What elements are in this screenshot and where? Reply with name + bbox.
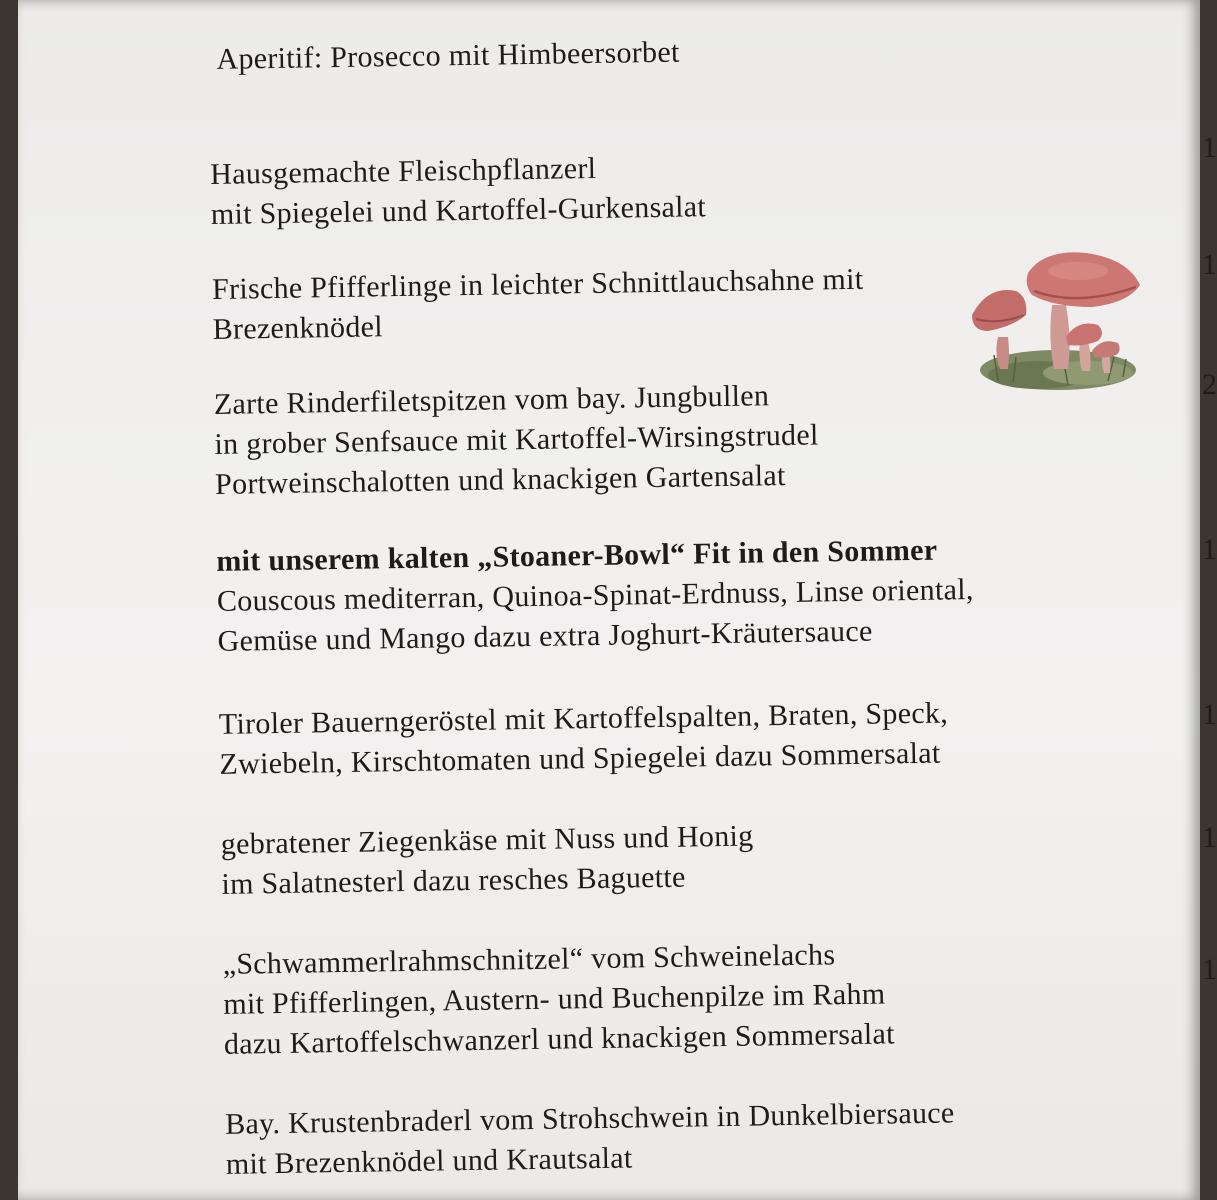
menu-item [212,260,864,350]
menu-item [222,934,895,1065]
menu-item-line: Couscous mediterran, Quinoa-Spinat-Erdnuss, Linse oriental, [216,573,974,618]
menu-item-title: Tiroler Bauerngeröstel mit Kartoffelspalten, Braten, Speck, [218,696,949,741]
menu-item-title: Frische Pfifferlinge in leichter Schnittlauchsahne mit [211,262,864,306]
menu-item-line: mit Brezenknödel und Krautsalat [225,1141,633,1181]
price-fragment: 1 [1202,953,1217,986]
menu-text-block [208,15,1188,1181]
menu-item-title: Bay. Krustenbraderl vom Strohschwein in Dunkelbiersauce [224,1096,955,1141]
menu-page [18,0,1217,1200]
menu-item [225,1093,956,1184]
menu-item-line: Zwiebeln, Kirschtomaten und Spiegelei dazu Sommersalat [219,736,941,781]
menu-item-title: Hausgemachte Fleischpflanzerl [210,151,597,191]
menu-item-line: dazu Kartoffelschwanzerl und knackigen Sommersalat [223,1017,895,1061]
aperitif-line: Aperitif: Prosecco mit Himbeersorbet [216,35,680,76]
menu-item-line: Brezenknödel [212,310,384,346]
menu-item [219,693,949,784]
menu-item [214,375,820,504]
price-fragment: 2 [1202,368,1217,401]
menu-item-line: mit Spiegelei und Kartoffel-Gurkensalat [210,190,707,231]
menu-item-title: gebratener Ziegenkäse mit Nuss und Honig [220,819,754,861]
menu-item-line: Gemüse und Mango dazu extra Joghurt-Kräutersauce [217,614,873,658]
price-fragment: 1 [1202,131,1217,164]
price-fragment: 1 [1202,821,1217,854]
menu-item-title: „Schwammerlrahmschnitzel“ vom Schweinelachs [222,938,836,981]
menu-item [216,530,975,662]
menu-item-line: mit Pfifferlingen, Austern- und Buchenpilze im Rahm [223,977,886,1021]
price-fragment: 1 [1202,248,1217,281]
mushroom-illustration-icon [968,245,1153,395]
menu-item-title: Zarte Rinderfiletspitzen vom bay. Jungbullen [213,379,770,421]
menu-item [210,147,706,235]
menu-item-line: in grober Senfsauce mit Kartoffel-Wirsingstrudel [214,418,819,461]
price-fragment: 1 [1202,698,1217,731]
menu-item-title: mit unserem kalten „Stoaner-Bowl“ Fit in den Sommer [216,533,938,578]
menu-item [220,817,754,905]
menu-item-line: im Salatnesterl dazu resches Baguette [221,860,686,901]
menu-item-line: Portweinschalotten und knackigen Gartensalat [214,458,786,501]
price-fragment: 1 [1202,533,1217,566]
